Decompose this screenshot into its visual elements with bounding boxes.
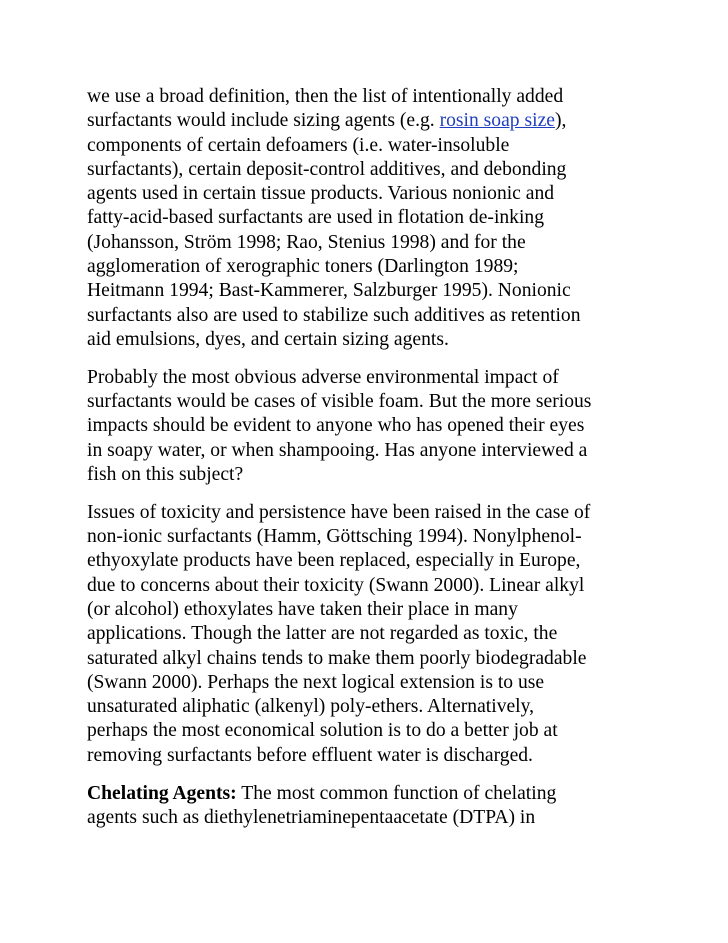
- text-line: [87, 255, 647, 279]
- text-run: The most common function of chelating: [236, 782, 557, 804]
- text-line: [87, 366, 647, 390]
- paragraph-1: [87, 85, 647, 352]
- text-run: surfactants would be cases of visible foam. But the more serious: [87, 391, 592, 413]
- text-run: Heitmann 1994; Bast-Kammerer, Salzburger 1995). Nonionic: [87, 280, 571, 302]
- text-line: [87, 231, 647, 255]
- text-run: surfactants would include sizing agents (e.g.: [87, 110, 440, 132]
- text-line: [87, 134, 647, 158]
- text-line: [87, 806, 647, 830]
- text-run: (Swann 2000). Perhaps the next logical extension is to use: [87, 671, 545, 693]
- text-line: [87, 695, 647, 719]
- text-run: surfactants also are used to stabilize such additives as retention: [87, 304, 581, 326]
- paragraph-3: [87, 501, 647, 768]
- text-run: aid emulsions, dyes, and certain sizing agents.: [87, 328, 449, 350]
- text-run: perhaps the most economical solution is to do a better job at: [87, 720, 558, 742]
- section-heading: Chelating Agents:: [87, 782, 237, 804]
- text-run: ),: [554, 110, 567, 132]
- document-page: [87, 85, 647, 844]
- text-run: agents used in certain tissue products. Various nonionic and: [87, 183, 555, 205]
- text-line: [87, 158, 647, 182]
- text-line: [87, 85, 647, 109]
- text-line: [87, 206, 647, 230]
- text-run: components of certain defoamers (i.e. water-insoluble: [87, 134, 510, 156]
- text-line: [87, 439, 647, 463]
- text-line: [87, 279, 647, 303]
- text-run: Issues of toxicity and persistence have been raised in the case of: [87, 501, 591, 523]
- rosin-soap-size-link[interactable]: rosin soap size: [439, 110, 555, 132]
- text-line: [87, 782, 647, 806]
- text-line: [87, 719, 647, 743]
- text-line: [87, 647, 647, 671]
- text-line: [87, 463, 647, 487]
- text-run: we use a broad definition, then the list of intentionally added: [87, 86, 564, 107]
- text-run: applications. Though the latter are not regarded as toxic, the: [87, 623, 558, 645]
- text-run: agglomeration of xerographic toners (Darlington 1989;: [87, 256, 519, 278]
- paragraph-2: [87, 366, 647, 487]
- text-line: [87, 622, 647, 646]
- text-run: in soapy water, or when shampooing. Has anyone interviewed a: [87, 439, 588, 461]
- text-line: [87, 109, 647, 133]
- text-run: due to concerns about their toxicity (Swann 2000). Linear alkyl: [87, 574, 585, 596]
- text-run: removing surfactants before effluent water is discharged.: [87, 744, 533, 766]
- text-run: Probably the most obvious adverse environmental impact of: [87, 366, 559, 388]
- text-run: surfactants), certain deposit-control additives, and debonding: [87, 158, 567, 180]
- text-line: [87, 414, 647, 438]
- text-line: [87, 598, 647, 622]
- text-run: ethyoxylate products have been replaced, especially in Europe,: [87, 550, 581, 572]
- text-run: saturated alkyl chains tends to make them poorly biodegradable: [87, 647, 587, 669]
- text-run: unsaturated aliphatic (alkenyl) poly-ethers. Alternatively,: [87, 696, 535, 718]
- text-line: [87, 744, 647, 768]
- text-run: (or alcohol) ethoxylates have taken their place in many: [87, 598, 518, 620]
- text-line: [87, 671, 647, 695]
- text-run: non-ionic surfactants (Hamm, Göttsching 1994). Nonylphenol-: [87, 526, 582, 548]
- text-line: [87, 304, 647, 328]
- text-run: (Johansson, Ström 1998; Rao, Stenius 1998) and for the: [87, 231, 526, 253]
- text-run: impacts should be evident to anyone who has opened their eyes: [87, 415, 585, 437]
- text-line: [87, 182, 647, 206]
- text-line: [87, 328, 647, 352]
- text-line: [87, 390, 647, 414]
- text-run: fatty-acid-based surfactants are used in flotation de-inking: [87, 207, 545, 229]
- text-line: [87, 574, 647, 598]
- text-line: [87, 501, 647, 525]
- paragraph-4: [87, 782, 647, 831]
- text-line: [87, 525, 647, 549]
- text-run: fish on this subject?: [87, 463, 244, 485]
- text-run: agents such as diethylenetriaminepentaacetate (DTPA) in: [87, 806, 536, 828]
- text-line: [87, 549, 647, 573]
